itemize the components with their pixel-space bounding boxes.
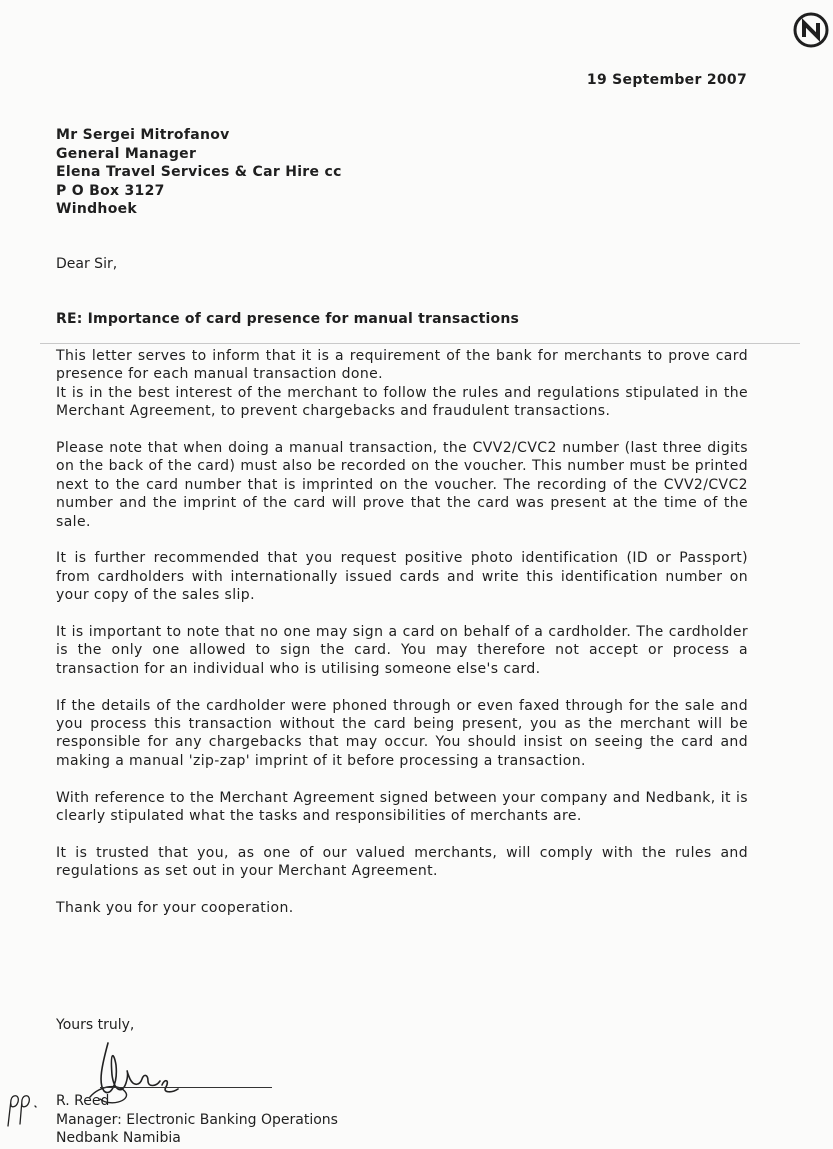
signatory-name: R. Reed — [56, 1093, 110, 1109]
body-paragraph: Thank you for your cooperation. — [56, 900, 294, 917]
salutation: Dear Sir, — [56, 256, 118, 272]
body-paragraph: With reference to the Merchant Agreement signed between your company and Nedbank, it is clearly stipulated what the tasks and responsibilities of merchants are. — [56, 789, 748, 825]
body-paragraph: Please note that when doing a manual transaction, the CVV2/CVC2 number (last three digits on the back of the card) must also be recorded on the voucher. This number must be printed next to the card number that is imprinted on the voucher. The recording of the CVV2/CVC2 number and the imprint of the card will prove that the card was present at the time of the sale. — [56, 440, 748, 530]
recipient-block — [56, 126, 342, 219]
recipient-company: Elena Travel Services & Car Hire cc — [56, 164, 342, 180]
subject-line: RE: Importance of card presence for manual transactions — [56, 311, 520, 327]
nedbank-logo-icon — [793, 12, 829, 48]
handwritten-pp-mark — [2, 1088, 46, 1128]
body-paragraph: It is in the best interest of the merchant to follow the rules and regulations stipulated in the Merchant Agreement, to prevent chargebacks and fraudulent transactions. — [56, 384, 748, 420]
signatory-organisation: Nedbank Namibia — [56, 1130, 181, 1146]
body-paragraph: It is further recommended that you request positive photo identification (ID or Passport) from cardholders with internationally issued cards and write this identification number on your copy of the sales slip. — [56, 550, 748, 604]
body-paragraph: This letter serves to inform that it is a requirement of the bank for merchants to prove card presence for each manual transaction done. — [56, 348, 748, 383]
signatory-position: Manager: Electronic Banking Operations — [56, 1111, 338, 1128]
recipient-title: General Manager — [56, 145, 197, 162]
signatory-block — [56, 1092, 338, 1148]
letter-date: 19 September 2007 — [586, 72, 747, 88]
recipient-address: P O Box 3127 — [56, 182, 165, 199]
divider — [40, 343, 800, 344]
body-paragraph: If the details of the cardholder were phoned through or even faxed through for the sale and you process this transaction without the card being present, you as the merchant will be responsible for any chargebacks that may occur. You should insist on seeing the card and making a manual 'zip-zap' imprint of it before processing a transaction. — [56, 697, 748, 769]
body-paragraph: It is important to note that no one may sign a card on behalf of a cardholder. The cardholder is the only one allowed to sign the card. You may therefore not accept or process a transaction for an individual who is utilising someone else's card. — [56, 624, 748, 677]
body-paragraph: It is trusted that you, as one of our valued merchants, will comply with the rules and regulations as set out in your Merchant Agreement. — [56, 844, 748, 880]
recipient-city: Windhoek — [56, 201, 138, 217]
recipient-name: Mr Sergei Mitrofanov — [56, 127, 230, 143]
letter-body — [56, 347, 748, 936]
signature-line — [100, 1087, 272, 1088]
closing: Yours truly, — [56, 1017, 135, 1033]
